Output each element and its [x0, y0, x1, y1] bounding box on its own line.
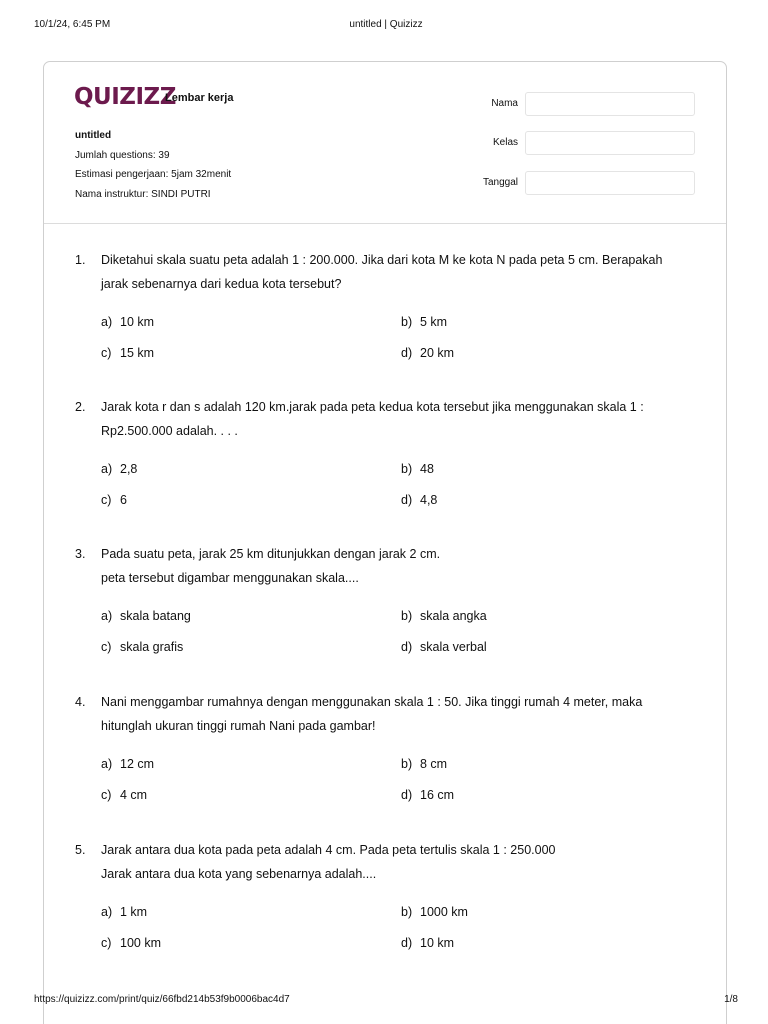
- option-a: [101, 904, 147, 920]
- option-letter: b): [401, 315, 413, 329]
- option-letter: d): [401, 936, 413, 950]
- option-text: skala verbal: [420, 640, 487, 654]
- question-text: [101, 838, 696, 886]
- option-letter: c): [101, 346, 112, 360]
- name-label: Nama: [491, 98, 518, 109]
- class-field: [464, 131, 696, 155]
- option-letter: d): [401, 640, 413, 654]
- option-text: 10 km: [420, 936, 455, 950]
- option-text: 6: [120, 493, 127, 507]
- worksheet-label: Lembar kerja: [165, 92, 234, 104]
- option-b: [401, 461, 434, 477]
- option-text: 15 km: [120, 346, 155, 360]
- option-text: 20 km: [420, 346, 455, 360]
- name-input[interactable]: [525, 92, 695, 116]
- option-d: [401, 492, 437, 508]
- question-line: jarak sebenarnya dari kedua kota tersebut?: [101, 277, 342, 291]
- question-text: [101, 395, 696, 443]
- option-text: 48: [420, 462, 434, 476]
- option-d: [401, 345, 454, 361]
- option-text: 4 cm: [120, 788, 148, 802]
- question-number: 1.: [75, 253, 86, 267]
- question-line: Pada suatu peta, jarak 25 km ditunjukkan dengan jarak 2 cm.: [101, 547, 441, 561]
- page-number: 1/8: [724, 994, 738, 1005]
- option-text: 4,8: [420, 493, 438, 507]
- option-text: 5 km: [420, 315, 448, 329]
- option-b: [401, 608, 487, 624]
- option-text: skala grafis: [120, 640, 184, 654]
- option-d: [401, 935, 454, 951]
- option-a: [101, 608, 191, 624]
- date-label: Tanggal: [482, 177, 518, 188]
- question-number: 3.: [75, 547, 86, 561]
- option-c: [101, 935, 161, 951]
- question-line: Rp2.500.000 adalah. . . .: [101, 424, 238, 438]
- question-line: peta tersebut digambar menggunakan skala....: [101, 571, 359, 585]
- option-text: 1000 km: [420, 905, 468, 919]
- option-a: [101, 461, 137, 477]
- option-letter: c): [101, 936, 112, 950]
- question-count: Jumlah questions: 39: [75, 149, 170, 161]
- option-letter: d): [401, 788, 413, 802]
- option-b: [401, 756, 447, 772]
- question-line: Jarak antara dua kota pada peta adalah 4 cm. Pada peta tertulis skala 1 : 250.000: [101, 843, 556, 857]
- option-text: 10 km: [120, 315, 155, 329]
- option-letter: b): [401, 462, 413, 476]
- question-text: [101, 690, 696, 738]
- option-text: skala angka: [420, 609, 487, 623]
- question-line: Jarak antara dua kota yang sebenarnya adalah....: [101, 867, 377, 881]
- option-text: 100 km: [120, 936, 161, 950]
- worksheet-info: [75, 126, 231, 204]
- option-text: 2,8: [120, 462, 138, 476]
- print-footer: [34, 994, 738, 1008]
- option-letter: a): [101, 609, 113, 623]
- option-text: skala batang: [120, 609, 191, 623]
- option-letter: a): [101, 462, 113, 476]
- option-d: [401, 787, 454, 803]
- question-line: Nani menggambar rumahnya dengan menggunakan skala 1 : 50. Jika tinggi rumah 4 meter, maka: [101, 695, 643, 709]
- question-number: 2.: [75, 400, 86, 414]
- date-field: [464, 171, 696, 195]
- time-estimate: Estimasi pengerjaan: 5jam 32menit: [75, 169, 232, 180]
- question-line: hitunglah ukuran tinggi rumah Nani pada gambar!: [101, 719, 376, 733]
- option-letter: a): [101, 905, 113, 919]
- option-c: [101, 639, 183, 655]
- date-input[interactable]: [525, 171, 695, 195]
- option-letter: c): [101, 640, 112, 654]
- class-input[interactable]: [525, 131, 695, 155]
- question-number: 4.: [75, 695, 86, 709]
- instructor-name: Nama instruktur: SINDI PUTRI: [75, 188, 211, 200]
- option-letter: a): [101, 757, 113, 771]
- option-text: 16 cm: [420, 788, 455, 802]
- print-header: [34, 19, 738, 33]
- name-field: [464, 92, 696, 116]
- option-letter: a): [101, 315, 113, 329]
- option-c: [101, 787, 147, 803]
- print-title: untitled | Quizizz: [349, 19, 423, 30]
- option-a: [101, 756, 154, 772]
- question-line: Jarak kota r dan s adalah 120 km.jarak pada peta kedua kota tersebut jika menggunakan skala 1 :: [101, 400, 644, 414]
- question-number: 5.: [75, 843, 86, 857]
- question-text: [101, 248, 696, 296]
- class-label: Kelas: [492, 137, 518, 148]
- option-letter: c): [101, 493, 112, 507]
- option-b: [401, 904, 468, 920]
- question-text: [101, 542, 696, 590]
- option-c: [101, 492, 127, 508]
- option-a: [101, 314, 154, 330]
- option-d: [401, 639, 487, 655]
- option-c: [101, 345, 154, 361]
- question-line: Diketahui skala suatu peta adalah 1 : 200.000. Jika dari kota M ke kota N pada peta 5 cm. Berapakah: [101, 253, 663, 267]
- quiz-title: untitled: [75, 130, 112, 141]
- option-letter: d): [401, 493, 413, 507]
- option-text: 12 cm: [120, 757, 155, 771]
- option-text: 8 cm: [420, 757, 448, 771]
- option-letter: b): [401, 905, 413, 919]
- option-text: 1 km: [120, 905, 148, 919]
- worksheet-card: [43, 61, 727, 1024]
- worksheet-header: [44, 62, 726, 224]
- quizizz-logo: QUIZIZZ: [74, 84, 176, 110]
- print-date: 10/1/24, 6:45 PM: [34, 19, 111, 30]
- option-b: [401, 314, 447, 330]
- option-letter: c): [101, 788, 112, 802]
- option-letter: b): [401, 757, 413, 771]
- option-letter: d): [401, 346, 413, 360]
- print-url[interactable]: https://quizizz.com/print/quiz/66fbd214b53f9b0006bac4d7: [34, 994, 290, 1005]
- option-letter: b): [401, 609, 413, 623]
